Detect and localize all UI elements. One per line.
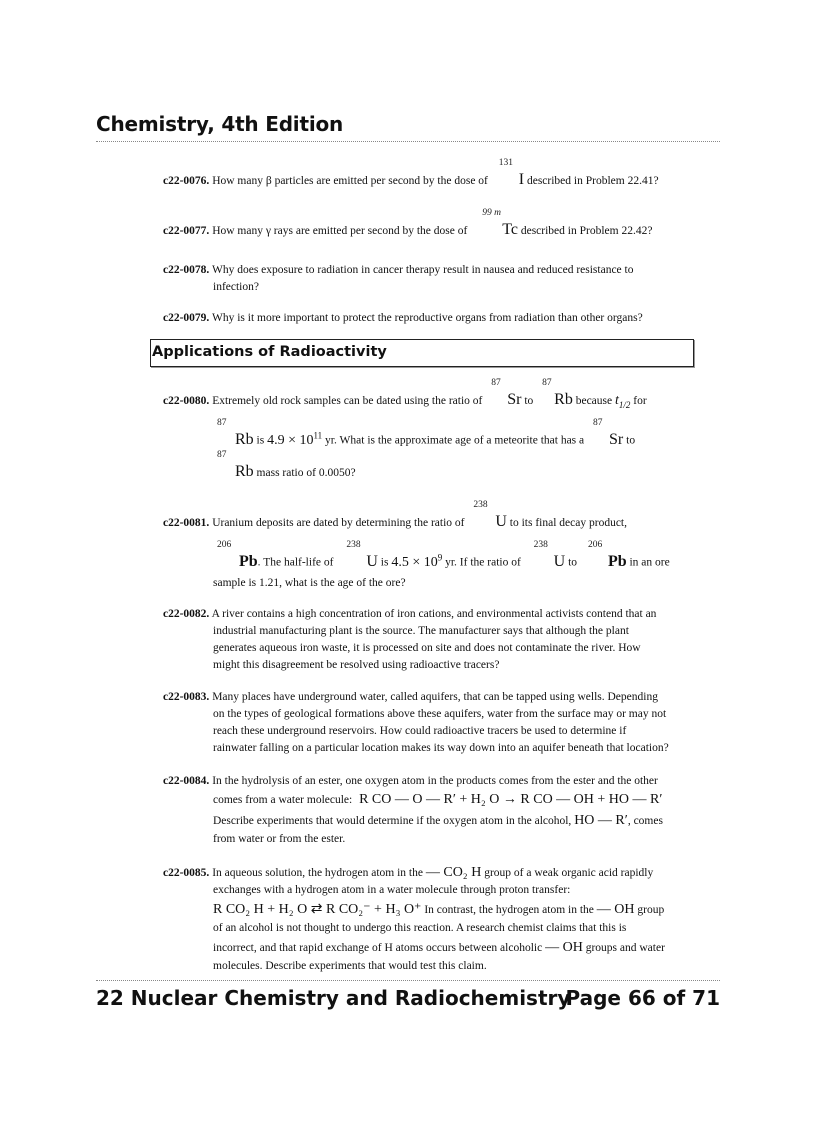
question-text: incorrect, and that rapid exchange of H atoms occurs between alcoholic <box>213 942 543 954</box>
numeric-value <box>391 552 443 570</box>
question-c22-0076 <box>163 158 659 190</box>
question-c22-0084-line2 <box>213 791 662 809</box>
half-life-t: t <box>615 393 619 408</box>
question-text: for <box>633 395 647 407</box>
nuclide-u238 <box>528 539 566 572</box>
nuclide-mass: 206 <box>587 539 603 550</box>
nuclide-symbol: I <box>518 171 525 188</box>
question-id: c22-0079. <box>163 312 210 324</box>
question-text: How many γ rays are emitted per second by the dose of <box>212 225 468 237</box>
header-rule <box>96 141 720 142</box>
nuclide-mass: 238 <box>533 539 548 550</box>
question-line: A river contains a high concentration of iron cations, and environmental activists contend that an <box>211 608 657 620</box>
question-line: might this disagreement be resolved using radioactive tracers? <box>213 659 500 671</box>
footer-chapter-title: 22 Nuclear Chemistry and Radiochemistry <box>96 986 571 1010</box>
question-id: c22-0083. <box>163 691 210 703</box>
nuclide-symbol: Pb <box>607 552 627 570</box>
question-c22-0084-line4 <box>213 831 345 848</box>
question-text: comes from a water molecule: <box>213 794 353 806</box>
question-line: rainwater falling on a particular location makes its way down into an aquifer beneath that location? <box>213 742 669 754</box>
question-id: c22-0085. <box>163 867 210 879</box>
question-text: sample is 1.21, what is the age of the ore? <box>213 577 406 589</box>
nuclide-tc99m <box>482 208 518 240</box>
question-text: group <box>637 904 665 916</box>
question-text: mass ratio of 0.0050? <box>256 467 356 479</box>
question-c22-0084-line3 <box>213 812 663 830</box>
half-life-symbol <box>615 393 630 408</box>
question-text-end: described in Problem 22.42? <box>520 225 653 237</box>
nuclide-sr87 <box>591 417 624 450</box>
nuclide-mass: 99 m <box>482 208 501 218</box>
nuclide-rb87 <box>213 450 254 482</box>
question-c22-0083 <box>163 689 703 757</box>
question-id: c22-0077. <box>163 225 210 237</box>
question-text-end: described in Problem 22.41? <box>526 175 659 187</box>
nuclide-mass: 87 <box>217 417 227 428</box>
nuclide-symbol: U <box>495 513 507 530</box>
question-text: In aqueous solution, the hydrogen atom in the <box>212 867 423 879</box>
hydroxyl-group: — OH <box>596 902 635 917</box>
question-c22-0085-line3 <box>213 901 664 919</box>
nuclide-pb206 <box>213 539 258 572</box>
value-exponent: 11 <box>313 430 323 440</box>
question-c22-0080-line2 <box>213 417 636 450</box>
nuclide-u238 <box>340 539 378 572</box>
question-text: groups and water <box>585 942 665 954</box>
nuclide-symbol: U <box>366 552 378 570</box>
nuclide-mass: 206 <box>217 539 232 550</box>
nuclide-rb87 <box>540 378 573 410</box>
nuclide-i131 <box>498 158 525 190</box>
carboxyl-group: — CO₂ H <box>425 865 482 880</box>
nuclide-symbol: Sr <box>609 430 624 448</box>
question-c22-0079 <box>163 310 643 327</box>
question-c22-0078 <box>163 262 695 296</box>
question-text: yr. What is the approximate age of a meteorite that has a <box>325 434 585 447</box>
question-id: c22-0078. <box>163 264 210 276</box>
question-c22-0082 <box>163 606 695 674</box>
nuclide-symbol: Tc <box>502 221 518 238</box>
question-id: c22-0082. <box>163 608 210 620</box>
question-text: to its final decay product, <box>509 517 627 529</box>
nuclide-mass: 87 <box>542 378 552 388</box>
question-line: industrial manufacturing plant is the source. The manufacturer says that although the plant <box>213 625 629 637</box>
question-c22-0077 <box>163 208 653 240</box>
nuclide-symbol: U <box>553 552 566 570</box>
question-text: is <box>380 556 389 569</box>
page-header-title: Chemistry, 4th Edition <box>96 112 344 136</box>
question-id: c22-0081. <box>163 517 210 529</box>
question-id: c22-0084. <box>163 775 210 787</box>
question-text: because <box>575 395 613 407</box>
question-id: c22-0076. <box>163 175 210 187</box>
question-c22-0085-line6 <box>213 958 487 975</box>
nuclide-sr87 <box>489 378 522 410</box>
nuclide-pb206 <box>584 539 627 572</box>
nuclide-mass: 87 <box>491 378 501 388</box>
question-text: Describe experiments that would determine if the oxygen atom in the alcohol, <box>213 815 572 827</box>
question-text: to <box>524 395 534 407</box>
question-line: Why does exposure to radiation in cancer therapy result in nausea and reduced resistance to <box>211 264 634 276</box>
question-text: Extremely old rock samples can be dated using the ratio of <box>212 395 483 407</box>
question-text: yr. If the ratio of <box>445 556 521 569</box>
question-c22-0081-line1 <box>163 500 627 532</box>
question-line: infection? <box>213 281 259 293</box>
value-exponent: 9 <box>437 552 443 562</box>
question-c22-0080-line1 <box>163 378 647 414</box>
question-text: of an alcohol is not thought to undergo this reaction. A research chemist claims that this is <box>213 922 627 934</box>
footer-page-number: Page 66 of 71 <box>565 986 720 1010</box>
nuclide-mass: 87 <box>593 417 603 428</box>
question-text: from water or from the ester. <box>213 833 346 845</box>
question-text: group of a weak organic acid rapidly <box>484 867 654 879</box>
question-text: to <box>568 556 578 569</box>
question-text: In contrast, the hydrogen atom in the <box>424 904 594 916</box>
question-text: Uranium deposits are dated by determining the ratio of <box>212 517 465 529</box>
alcohol-formula: HO — R′ <box>574 813 628 828</box>
question-text: molecules. Describe experiments that would test this claim. <box>213 960 487 972</box>
nuclide-symbol: Pb <box>239 552 258 570</box>
proton-transfer-equation: R CO₂ H + H₂ O ⇄ R CO₂⁻ + H₃ O⁺ <box>213 902 422 917</box>
question-c22-0085-line2 <box>213 882 570 899</box>
footer-rule <box>96 980 720 981</box>
question-text: Why is it more important to protect the reproductive organs from radiation than other organs? <box>211 312 643 324</box>
nuclide-u238 <box>471 500 507 532</box>
nuclide-symbol: Sr <box>507 391 522 408</box>
question-line: on the types of geological formations above these aquifers, water from the surface may or may not <box>213 708 667 720</box>
question-c22-0081-line3 <box>213 575 406 592</box>
question-c22-0085-line4 <box>213 920 626 937</box>
question-c22-0080-line3 <box>213 450 356 482</box>
section-title: Applications of Radioactivity <box>152 344 387 360</box>
value-mantissa: 4.9 × 10 <box>267 432 314 448</box>
question-text: , comes <box>627 815 663 827</box>
question-text: to <box>626 434 636 447</box>
nuclide-mass: 238 <box>473 500 488 510</box>
question-c22-0084-line1 <box>163 773 658 790</box>
question-text: How many β particles are emitted per second by the dose of <box>212 175 488 187</box>
nuclide-mass: 238 <box>346 539 361 550</box>
nuclide-symbol: Rb <box>235 463 254 480</box>
ester-hydrolysis-equation: R CO — O — R′ + H₂ O → R CO — OH + HO — R′ <box>359 792 663 807</box>
nuclide-symbol: Rb <box>235 430 254 448</box>
question-line: reach these underground reservoirs. How could radioactive tracers be used to determine if <box>213 725 627 737</box>
hydroxyl-group: — OH <box>545 940 583 955</box>
numeric-value <box>267 430 323 448</box>
value-mantissa: 4.5 × 10 <box>391 554 438 570</box>
question-c22-0085-line5 <box>213 939 665 957</box>
question-line: Many places have underground water, called aquifers, that can be tapped using wells. Depending <box>212 691 658 703</box>
question-text: in an ore <box>629 556 670 569</box>
nuclide-mass: 131 <box>498 158 514 168</box>
question-text: exchanges with a hydrogen atom in a water molecule through proton transfer: <box>213 884 571 896</box>
question-text: is <box>256 434 265 447</box>
question-text: In the hydrolysis of an ester, one oxygen atom in the products comes from the ester and the other <box>212 775 658 787</box>
question-c22-0085-line1 <box>163 864 653 882</box>
question-text: . The half-life of <box>257 556 334 569</box>
nuclide-symbol: Rb <box>554 391 573 408</box>
nuclide-mass: 87 <box>217 450 227 460</box>
question-line: generates aqueous iron waste, it is processed on site and does not contaminate the river. How <box>213 642 641 654</box>
half-life-sub: 1/2 <box>618 399 631 410</box>
question-c22-0081-line2 <box>213 539 670 572</box>
question-id: c22-0080. <box>163 395 210 407</box>
